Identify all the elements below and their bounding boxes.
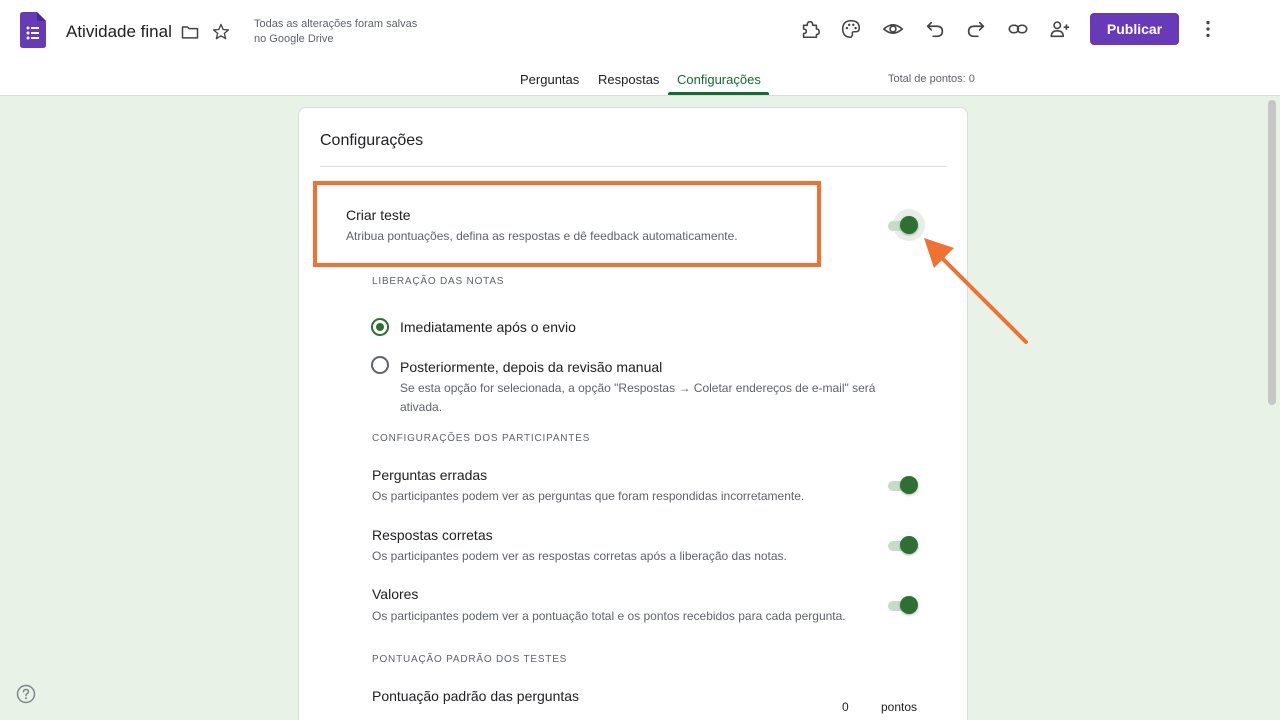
radio-later[interactable] xyxy=(371,356,389,374)
correct-answers-title: Respostas corretas xyxy=(372,527,493,543)
top-bar xyxy=(0,0,1280,96)
tab-settings[interactable]: Configurações xyxy=(677,72,761,87)
addon-icon[interactable] xyxy=(794,16,826,42)
total-points: Total de pontos: 0 xyxy=(888,73,975,85)
default-points-unit: pontos xyxy=(881,700,918,714)
toggle-thumb xyxy=(900,536,918,554)
wrong-questions-description: Os participantes podem ver as perguntas que foram respondidas incorretamente. xyxy=(372,489,805,503)
undo-icon[interactable] xyxy=(919,16,951,42)
add-person-icon[interactable] xyxy=(1044,16,1076,42)
correct-answers-description: Os participantes podem ver as respostas corretas após a liberação das notas. xyxy=(372,549,787,563)
correct-answers-toggle[interactable] xyxy=(886,535,920,555)
star-icon[interactable] xyxy=(209,20,233,44)
save-status: Todas as alterações foram salvas no Google Drive xyxy=(254,18,418,45)
toggle-thumb xyxy=(900,596,918,614)
active-tab-indicator xyxy=(668,92,769,95)
tab-bar xyxy=(0,62,1280,96)
radio-later-label[interactable]: Posteriormente, depois da revisão manual xyxy=(400,359,663,375)
participants-section-label: CONFIGURAÇÕES DOS PARTICIPANTES xyxy=(372,433,591,444)
folder-icon[interactable] xyxy=(178,20,202,44)
eye-icon[interactable] xyxy=(877,16,909,42)
point-values-title: Valores xyxy=(372,586,419,602)
redo-icon[interactable] xyxy=(960,16,992,42)
wrong-questions-toggle[interactable] xyxy=(886,475,920,495)
divider xyxy=(320,166,947,167)
point-values-toggle[interactable] xyxy=(886,595,920,615)
forms-logo-icon[interactable] xyxy=(20,12,46,48)
toggle-thumb xyxy=(900,216,918,234)
wrong-questions-title: Perguntas erradas xyxy=(372,467,488,483)
default-points-title: Pontuação padrão das perguntas xyxy=(372,688,580,704)
toggle-thumb xyxy=(900,476,918,494)
palette-icon[interactable] xyxy=(835,16,867,42)
radio-immediate[interactable] xyxy=(371,318,389,336)
quiz-toggle[interactable] xyxy=(886,215,920,235)
document-title[interactable]: Atividade final xyxy=(66,22,172,41)
link-icon[interactable] xyxy=(1002,16,1034,42)
settings-card-title: Configurações xyxy=(320,132,424,149)
release-section-label: LIBERAÇÃO DAS NOTAS xyxy=(372,276,505,287)
radio-later-note: Se esta opção for selecionada, a opção "Respostas → Coletar endereços de e-mail" será ativada. xyxy=(400,381,876,414)
radio-immediate-label[interactable]: Imediatamente após o envio xyxy=(400,319,576,335)
default-points-value[interactable]: 0 xyxy=(842,700,849,714)
page-scrollbar[interactable] xyxy=(1268,100,1276,405)
quiz-setting-description: Atribua pontuações, defina as respostas e dê feedback automaticamente. xyxy=(346,229,738,243)
more-vert-icon[interactable] xyxy=(1192,16,1224,42)
quiz-setting-title: Criar teste xyxy=(346,207,411,223)
tab-responses[interactable]: Respostas xyxy=(598,72,660,87)
publish-button[interactable]: Publicar xyxy=(1090,13,1179,45)
highlight-annotation-box xyxy=(313,181,821,267)
tab-questions[interactable]: Perguntas xyxy=(520,72,580,87)
default-points-section-label: PONTUAÇÃO PADRÃO DOS TESTES xyxy=(372,654,568,665)
help-icon[interactable] xyxy=(16,684,36,704)
point-values-description: Os participantes podem ver a pontuação total e os pontos recebidos para cada pergunta. xyxy=(372,609,846,623)
